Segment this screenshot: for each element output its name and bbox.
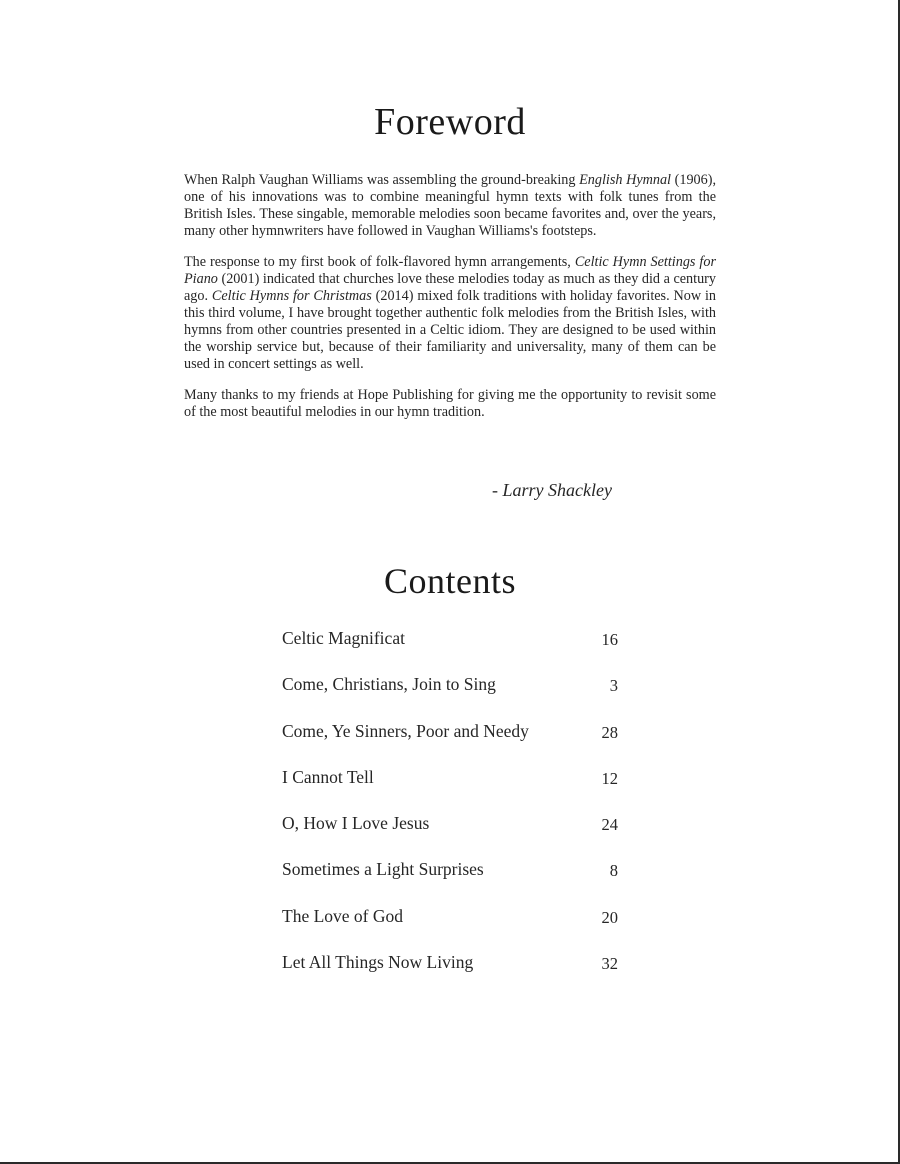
- paragraph-run: The response to my first book of folk-flavored hymn arrangements,: [184, 254, 575, 270]
- toc-entry-page: 24: [601, 815, 618, 835]
- paragraph-run: (2001) indicated that churches love these melodies today as much as they did a century ago.: [184, 271, 716, 304]
- toc-entry[interactable]: [282, 672, 622, 718]
- toc-entry-title: I Cannot Tell: [282, 766, 374, 787]
- book-title-celtic-hymn-settings: Celtic Hymn Settings for Piano: [184, 254, 716, 287]
- toc-entry-title: O, How I Love Jesus: [282, 813, 430, 834]
- toc-entry[interactable]: [282, 857, 622, 903]
- toc-entry-title: Sometimes a Light Surprises: [282, 859, 484, 880]
- toc-entry[interactable]: [282, 765, 622, 811]
- toc-entry-page: 16: [601, 630, 618, 649]
- toc-entry-page: 8: [609, 861, 618, 881]
- toc-entry-title: The Love of God: [282, 905, 404, 926]
- toc-entry[interactable]: [282, 904, 622, 950]
- toc-entry-page: 28: [601, 722, 618, 742]
- toc-entry-title: Let All Things Now Living: [282, 952, 474, 973]
- book-title-english-hymnal: English Hymnal: [579, 172, 672, 188]
- foreword-paragraph-2: [184, 254, 716, 373]
- toc-entry-title: Come, Ye Sinners, Poor and Needy: [282, 720, 529, 741]
- paragraph-run: (1906), one of his innovations was to combine meaningful hymn texts with folk tunes from the British Isles. These singable, memorable melodies soon became favorites and, over the years, many other hymnwriters have followed in Vaughan Williams's footsteps.: [184, 172, 717, 239]
- foreword-paragraph-1: [184, 172, 716, 240]
- foreword-paragraph-3: [184, 387, 716, 421]
- toc-entry[interactable]: [282, 950, 622, 996]
- paragraph-run: When Ralph Vaughan Williams was assembling the ground-breaking: [184, 172, 580, 188]
- paragraph-run: Many thanks to my friends at Hope Publishing for giving me the opportunity to revisit some of the most beautiful melodies in our hymn tradition.: [184, 387, 716, 420]
- toc-entry-page: 3: [609, 676, 618, 696]
- paragraph-run: (2014) mixed folk traditions with holiday favorites. Now in this third volume, I have brought together authentic folk melodies from the British Isles, with hymns from other countries presented in a Celtic idiom. They are designed to be used within the worship service but, because of their familiarity and universality, many of them can be used in concert settings as well.: [184, 288, 717, 372]
- toc-entry-page: 12: [601, 768, 618, 788]
- toc-entry[interactable]: [282, 626, 622, 672]
- toc-entry-title: Celtic Magnificat: [282, 628, 405, 648]
- foreword-body: [184, 172, 716, 435]
- author-signature: - Larry Shackley: [492, 480, 612, 500]
- contents-heading: Contents: [383, 561, 516, 601]
- toc-entry[interactable]: [282, 811, 622, 857]
- toc-entry-page: 20: [601, 907, 618, 927]
- toc-entry[interactable]: [282, 719, 622, 765]
- table-of-contents: [282, 626, 622, 996]
- toc-entry-page: 32: [601, 954, 618, 974]
- book-title-celtic-hymns-christmas: Celtic Hymns for Christmas: [211, 288, 372, 304]
- toc-entry-title: Come, Christians, Join to Sing: [282, 674, 496, 695]
- foreword-heading: Foreword: [374, 101, 526, 143]
